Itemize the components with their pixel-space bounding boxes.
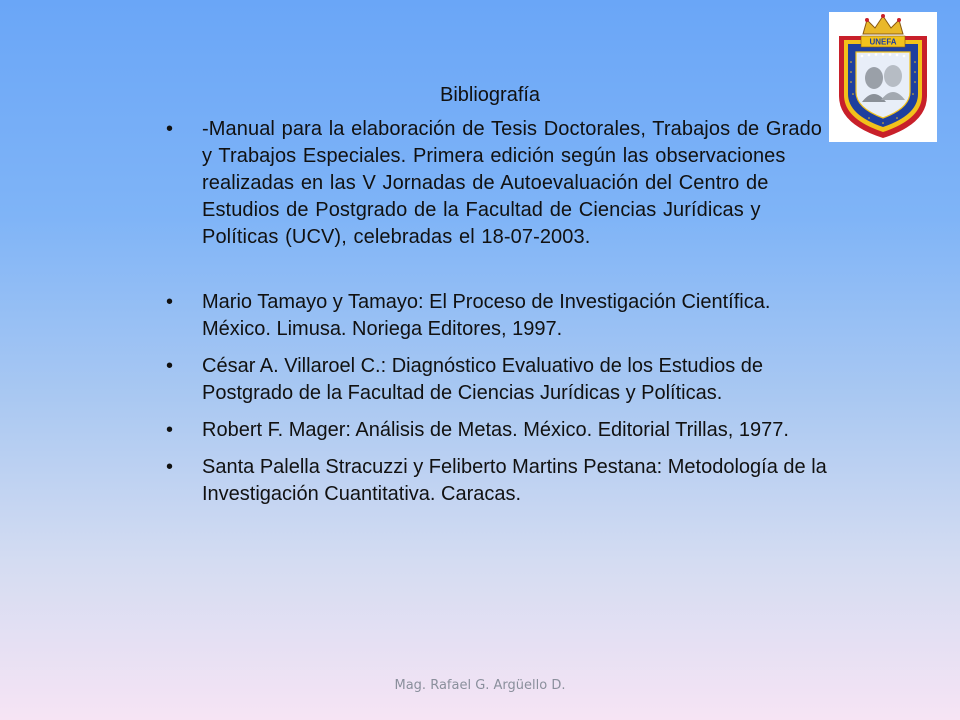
slide-title: Bibliografía	[440, 84, 541, 106]
bullet-icon: •	[166, 456, 174, 478]
reference-text: Santa Palella Stracuzzi y Feliberto Martins Pestana: Metodología de la Investigación Cuantitativa. Caracas.	[202, 456, 827, 505]
reference-item	[162, 116, 830, 251]
university-crest-icon	[829, 12, 937, 142]
reference-item	[162, 417, 830, 444]
reference-item	[162, 353, 830, 407]
reference-text: Mario Tamayo y Tamayo: El Proceso de Investigación Científica. México. Limusa. Noriega Editores, 1997.	[202, 291, 771, 340]
footer-author: Mag. Rafael G. Argüello D.	[394, 678, 566, 693]
reference-item	[162, 289, 830, 343]
bullet-icon: •	[166, 118, 174, 140]
reference-text: -Manual para la elaboración de Tesis Doctorales, Trabajos de Grado y Trabajos Especiales. Primera edición según las observaciones realizadas en las V Jornadas de Autoevaluación del Centro de Estudios de Postgrado de la Facultad de Ciencias Jurídicas y Políticas (UCV), celebradas el 18-07-2003.	[202, 118, 823, 248]
reference-item	[162, 454, 830, 508]
bullet-icon: •	[166, 419, 174, 441]
reference-text: César A. Villaroel C.: Diagnóstico Evaluativo de los Estudios de Postgrado de la Facultad de Ciencias Jurídicas y Políticas.	[202, 355, 764, 404]
unefa-seal-logo	[829, 12, 937, 142]
bullet-icon: •	[166, 355, 174, 377]
bibliography-list	[162, 116, 830, 508]
reference-text: Robert F. Mager: Análisis de Metas. México. Editorial Trillas, 1977.	[202, 419, 789, 441]
bullet-icon: •	[166, 291, 174, 313]
crest-acronym: UNEFA	[869, 37, 897, 47]
